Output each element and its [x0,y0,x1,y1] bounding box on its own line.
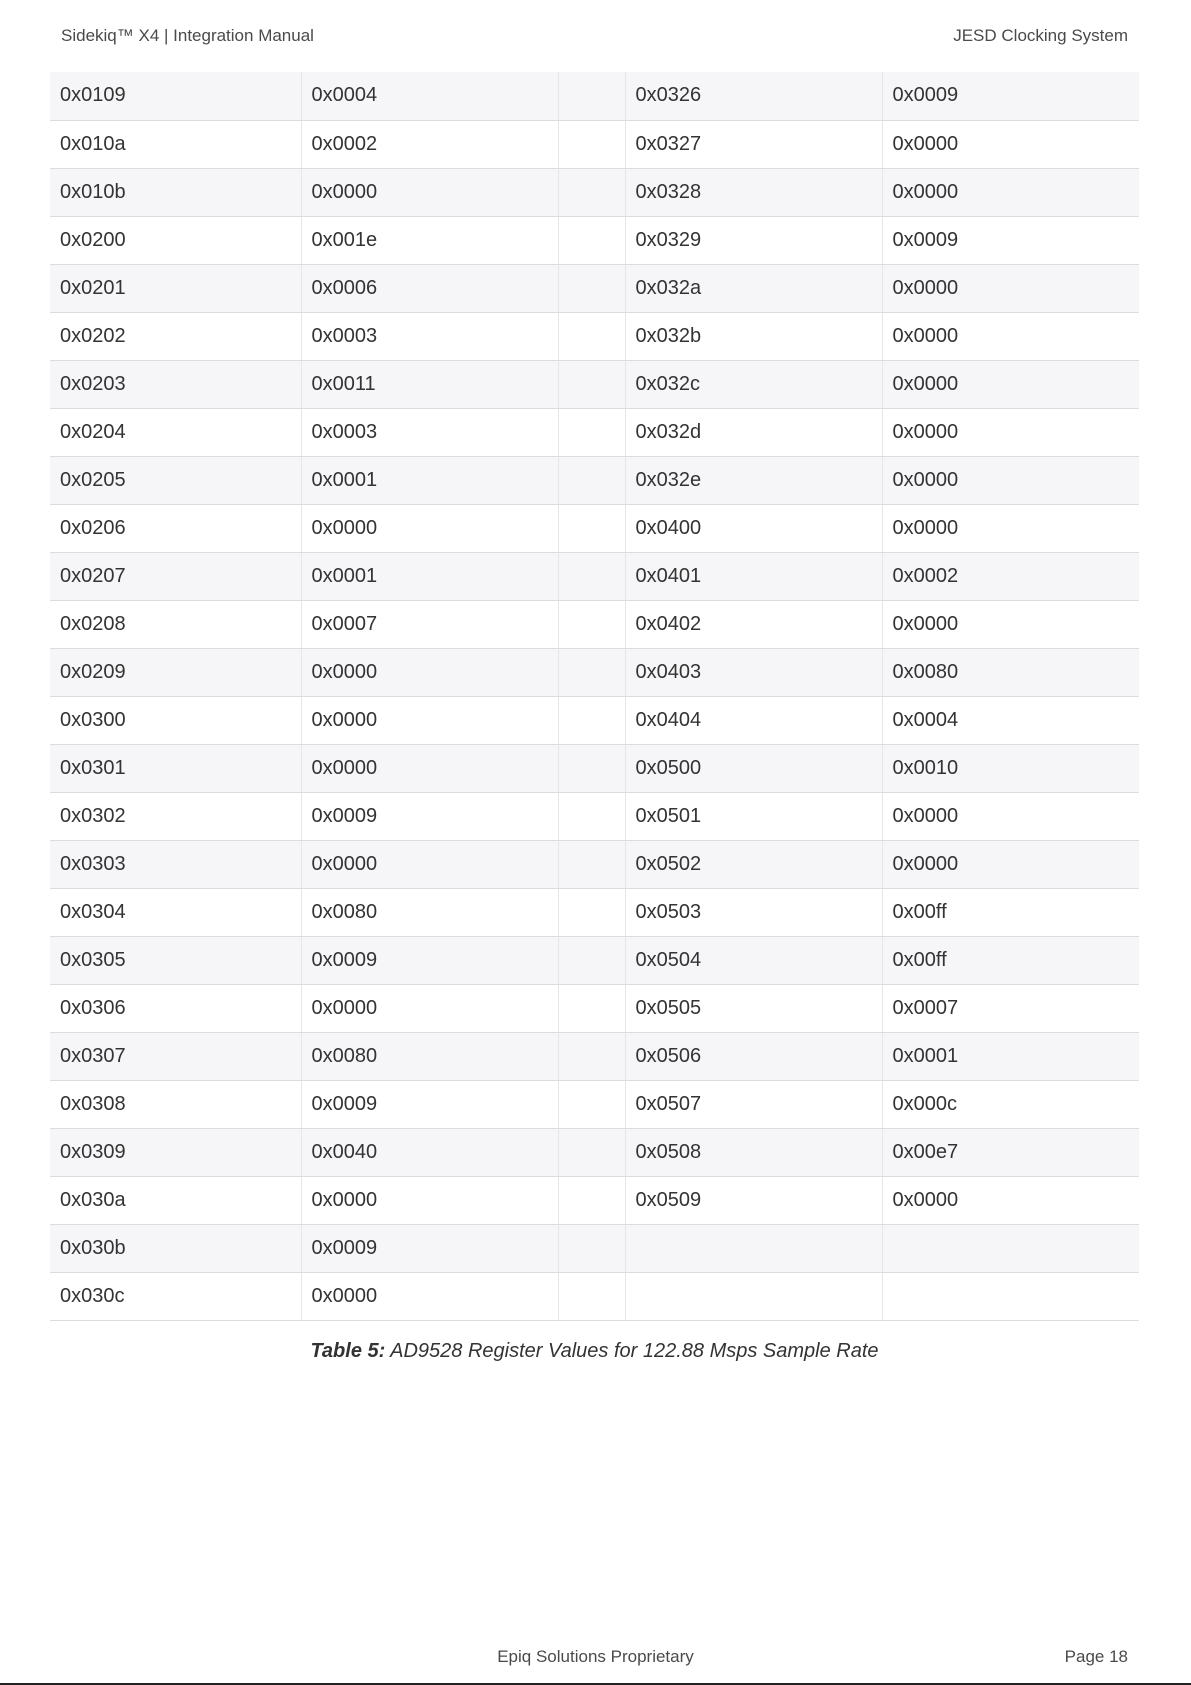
spacer-cell [558,936,625,984]
spacer-cell [558,72,625,120]
table-row [50,648,1139,696]
register-value: 0x0000 [882,168,1139,216]
spacer-cell [558,1224,625,1272]
register-address: 0x0402 [625,600,882,648]
table-row [50,1032,1139,1080]
register-address: 0x0505 [625,984,882,1032]
register-value: 0x0000 [301,744,558,792]
register-address: 0x0305 [50,936,301,984]
table-caption [50,1340,1139,1363]
spacer-cell [558,168,625,216]
header-section-title: JESD Clocking System [953,26,1128,45]
spacer-cell [558,744,625,792]
table-row [50,1080,1139,1128]
spacer-cell [558,792,625,840]
register-address: 0x0506 [625,1032,882,1080]
register-value: 0x0000 [882,840,1139,888]
register-address [625,1224,882,1272]
register-address: 0x0400 [625,504,882,552]
register-address: 0x030c [50,1272,301,1320]
header-document-title: Sidekiq™ X4 | Integration Manual [61,26,314,45]
table-row [50,696,1139,744]
register-address: 0x0500 [625,744,882,792]
register-value: 0x0000 [882,1176,1139,1224]
register-value: 0x0000 [882,504,1139,552]
table-row [50,408,1139,456]
register-address: 0x0203 [50,360,301,408]
register-address: 0x0301 [50,744,301,792]
table-row [50,1176,1139,1224]
spacer-cell [558,696,625,744]
register-address: 0x032c [625,360,882,408]
footer-proprietary-notice: Epiq Solutions Proprietary [497,1647,694,1666]
register-address: 0x0326 [625,72,882,120]
register-address: 0x0308 [50,1080,301,1128]
register-address: 0x0328 [625,168,882,216]
register-address: 0x0307 [50,1032,301,1080]
register-value: 0x0010 [882,744,1139,792]
register-value: 0x0000 [301,648,558,696]
table-row [50,792,1139,840]
register-address: 0x0329 [625,216,882,264]
table-row [50,504,1139,552]
register-value: 0x0000 [301,696,558,744]
spacer-cell [558,984,625,1032]
register-value: 0x0009 [882,72,1139,120]
register-address: 0x010b [50,168,301,216]
register-value: 0x000c [882,1080,1139,1128]
spacer-cell [558,1080,625,1128]
register-value: 0x0009 [882,216,1139,264]
table-row [50,120,1139,168]
register-address: 0x0507 [625,1080,882,1128]
spacer-cell [558,840,625,888]
spacer-cell [558,216,625,264]
register-value: 0x0003 [301,312,558,360]
register-value: 0x0009 [301,1080,558,1128]
register-value: 0x0040 [301,1128,558,1176]
register-address: 0x030b [50,1224,301,1272]
table-row [50,264,1139,312]
register-address: 0x0304 [50,888,301,936]
table-row [50,840,1139,888]
table-row [50,888,1139,936]
register-value: 0x0003 [301,408,558,456]
register-value: 0x00ff [882,888,1139,936]
register-value: 0x0080 [301,888,558,936]
register-value: 0x00ff [882,936,1139,984]
register-address: 0x0300 [50,696,301,744]
spacer-cell [558,408,625,456]
table-row [50,744,1139,792]
table-caption-label: Table 5: [310,1340,386,1362]
register-address: 0x0509 [625,1176,882,1224]
register-value: 0x0004 [301,72,558,120]
register-value: 0x0000 [882,456,1139,504]
table-row [50,360,1139,408]
register-address: 0x032e [625,456,882,504]
register-address: 0x0501 [625,792,882,840]
register-address [625,1272,882,1320]
register-address: 0x0403 [625,648,882,696]
register-address: 0x0202 [50,312,301,360]
register-address: 0x0503 [625,888,882,936]
register-value: 0x0080 [882,648,1139,696]
spacer-cell [558,504,625,552]
spacer-cell [558,120,625,168]
register-address: 0x0302 [50,792,301,840]
spacer-cell [558,1176,625,1224]
register-table-body [50,72,1139,1320]
spacer-cell [558,648,625,696]
spacer-cell [558,1032,625,1080]
register-address: 0x0207 [50,552,301,600]
register-value: 0x0080 [301,1032,558,1080]
table-row [50,1224,1139,1272]
register-value: 0x001e [301,216,558,264]
register-value: 0x0000 [882,312,1139,360]
register-value: 0x0001 [301,552,558,600]
register-value: 0x0000 [301,168,558,216]
register-address: 0x0309 [50,1128,301,1176]
table-row [50,216,1139,264]
register-address: 0x010a [50,120,301,168]
register-value: 0x0001 [301,456,558,504]
table-row [50,456,1139,504]
table-row [50,1272,1139,1320]
register-address: 0x0306 [50,984,301,1032]
register-value: 0x0011 [301,360,558,408]
table-row [50,312,1139,360]
register-address: 0x0109 [50,72,301,120]
register-value: 0x0001 [882,1032,1139,1080]
register-value: 0x0009 [301,936,558,984]
register-value: 0x0000 [882,264,1139,312]
register-address: 0x0201 [50,264,301,312]
register-value: 0x00e7 [882,1128,1139,1176]
spacer-cell [558,312,625,360]
spacer-cell [558,360,625,408]
register-value: 0x0004 [882,696,1139,744]
spacer-cell [558,600,625,648]
register-address: 0x0327 [625,120,882,168]
register-value: 0x0000 [301,984,558,1032]
register-value: 0x0000 [882,360,1139,408]
spacer-cell [558,264,625,312]
register-address: 0x0208 [50,600,301,648]
register-address: 0x0401 [625,552,882,600]
register-address: 0x0200 [50,216,301,264]
register-value: 0x0002 [882,552,1139,600]
register-value: 0x0009 [301,1224,558,1272]
register-address: 0x030a [50,1176,301,1224]
register-value: 0x0000 [882,120,1139,168]
register-address: 0x0209 [50,648,301,696]
spacer-cell [558,552,625,600]
table-row [50,600,1139,648]
register-value: 0x0000 [882,600,1139,648]
spacer-cell [558,1272,625,1320]
table-row [50,984,1139,1032]
table-row [50,72,1139,120]
spacer-cell [558,456,625,504]
register-value: 0x0000 [301,1272,558,1320]
register-address: 0x0204 [50,408,301,456]
register-value [882,1224,1139,1272]
register-address: 0x032d [625,408,882,456]
register-address: 0x0205 [50,456,301,504]
register-address: 0x0508 [625,1128,882,1176]
register-address: 0x0504 [625,936,882,984]
register-address: 0x032b [625,312,882,360]
register-value: 0x0002 [301,120,558,168]
register-value: 0x0000 [301,840,558,888]
register-address: 0x0404 [625,696,882,744]
spacer-cell [558,1128,625,1176]
table-caption-text: AD9528 Register Values for 122.88 Msps Sample Rate [385,1340,879,1362]
register-value: 0x0007 [882,984,1139,1032]
register-address: 0x032a [625,264,882,312]
register-value: 0x0000 [882,408,1139,456]
register-value: 0x0009 [301,792,558,840]
table-row [50,168,1139,216]
register-value [882,1272,1139,1320]
page-header [61,26,1128,46]
table-row [50,552,1139,600]
register-values-table [50,72,1139,1321]
register-value: 0x0007 [301,600,558,648]
spacer-cell [558,888,625,936]
register-address: 0x0206 [50,504,301,552]
table-row [50,1128,1139,1176]
register-value: 0x0000 [301,1176,558,1224]
register-value: 0x0000 [882,792,1139,840]
register-address: 0x0502 [625,840,882,888]
table-row [50,936,1139,984]
register-address: 0x0303 [50,840,301,888]
register-value: 0x0006 [301,264,558,312]
footer-page-number: Page 18 [1064,1647,1128,1666]
register-value: 0x0000 [301,504,558,552]
